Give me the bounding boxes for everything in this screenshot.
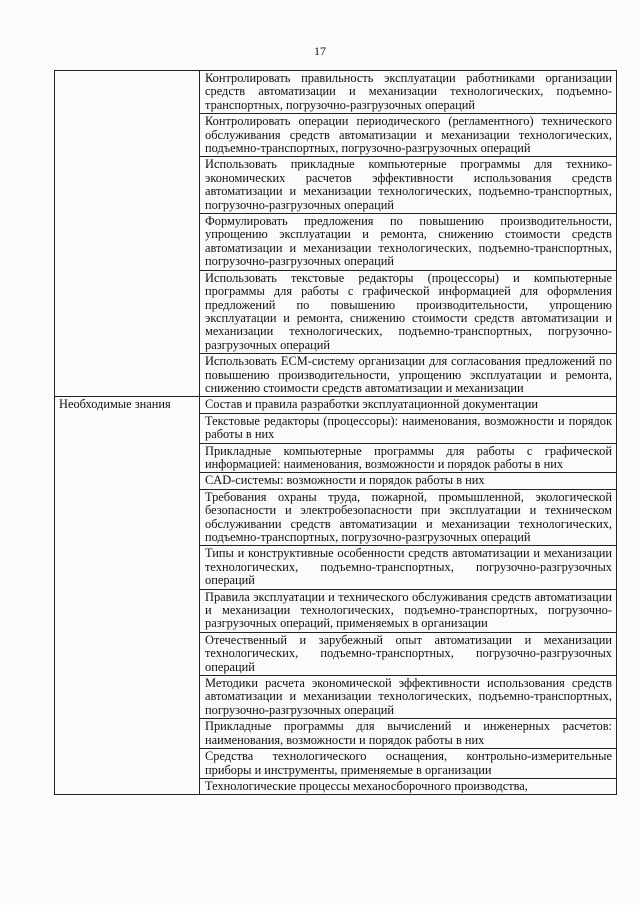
section-label-skills: [55, 71, 200, 397]
table-cell: Прикладные компьютерные программы для работы с графической информацией: наименования, возможности и порядок работы в них: [200, 443, 617, 473]
table-cell: Отечественный и зарубежный опыт автоматизации и механизации технологических, подъемно-транспортных, погрузочно-разгрузочных операций: [200, 632, 617, 675]
table-cell: Контролировать операции периодического (регламентного) технического обслуживания средств автоматизации и механизации технологических, подъемно-транспортных, погрузочно-разгрузочных операций: [200, 114, 617, 157]
page-number: 17: [314, 44, 326, 58]
table-cell: Прикладные программы для вычислений и инженерных расчетов: наименования, возможности и порядок работы в них: [200, 719, 617, 749]
table-cell: Технологические процессы механосборочного производства,: [200, 778, 617, 794]
requirements-table: [54, 70, 617, 795]
table-cell: Контролировать правильность эксплуатации работниками организации средств автоматизации и механизации технологических, подъемно-транспортных, погрузочно-разгрузочных операций: [200, 71, 617, 114]
table-cell: Формулировать предложения по повышению производительности, упрощению эксплуатации и ремонта, снижению стоимости средств автоматизации и механизации технологических, подъемно-транспортных, погрузочно-разгрузочных операций: [200, 214, 617, 271]
table-row: [55, 397, 617, 413]
table-cell: Использовать ECM-систему организации для согласования предложений по повышению производительности, упрощению эксплуатации и ремонта, снижению стоимости средств автоматизации и механизации: [200, 354, 617, 397]
table-cell: Состав и правила разработки эксплуатационной документации: [200, 397, 617, 413]
table-cell: CAD-системы: возможности и порядок работы в них: [200, 473, 617, 489]
table-cell: Типы и конструктивные особенности средств автоматизации и механизации технологических, подъемно-транспортных, погрузочно-разгрузочных операций: [200, 546, 617, 589]
table-row: [55, 71, 617, 114]
table-cell: Использовать текстовые редакторы (процессоры) и компьютерные программы для работы с графической информацией для оформления предложений по повышению производительности, упрощению эксплуатации и ремонта, снижению стоимости средств автоматизации и механизации технологических, подъемно-транспортных, погрузочно-разгрузочных операций: [200, 270, 617, 353]
table-cell: Текстовые редакторы (процессоры): наименования, возможности и порядок работы в них: [200, 413, 617, 443]
table-cell: Методики расчета экономической эффективности использования средств автоматизации и механизации технологических, подъемно-транспортных, погрузочно-разгрузочных операций: [200, 676, 617, 719]
section-label-knowledge: Необходимые знания: [55, 397, 200, 795]
table-cell: Требования охраны труда, пожарной, промышленной, экологической безопасности и электробезопасности при эксплуатации и техническом обслуживании средств автоматизации и механизации технологических, подъемно-транспортных, погрузочно-разгрузочных операций: [200, 489, 617, 546]
table-cell: Правила эксплуатации и технического обслуживания средств автоматизации и механизации технологических, подъемно-транспортных, погрузочно-разгрузочных операций, применяемых в организации: [200, 589, 617, 632]
table-cell: Средства технологического оснащения, контрольно-измерительные приборы и инструменты, применяемые в организации: [200, 749, 617, 779]
table-cell: Использовать прикладные компьютерные программы для технико-экономических расчетов эффективности использования средств автоматизации и механизации технологических, подъемно-транспортных, погрузочно-разгрузочных операций: [200, 157, 617, 214]
